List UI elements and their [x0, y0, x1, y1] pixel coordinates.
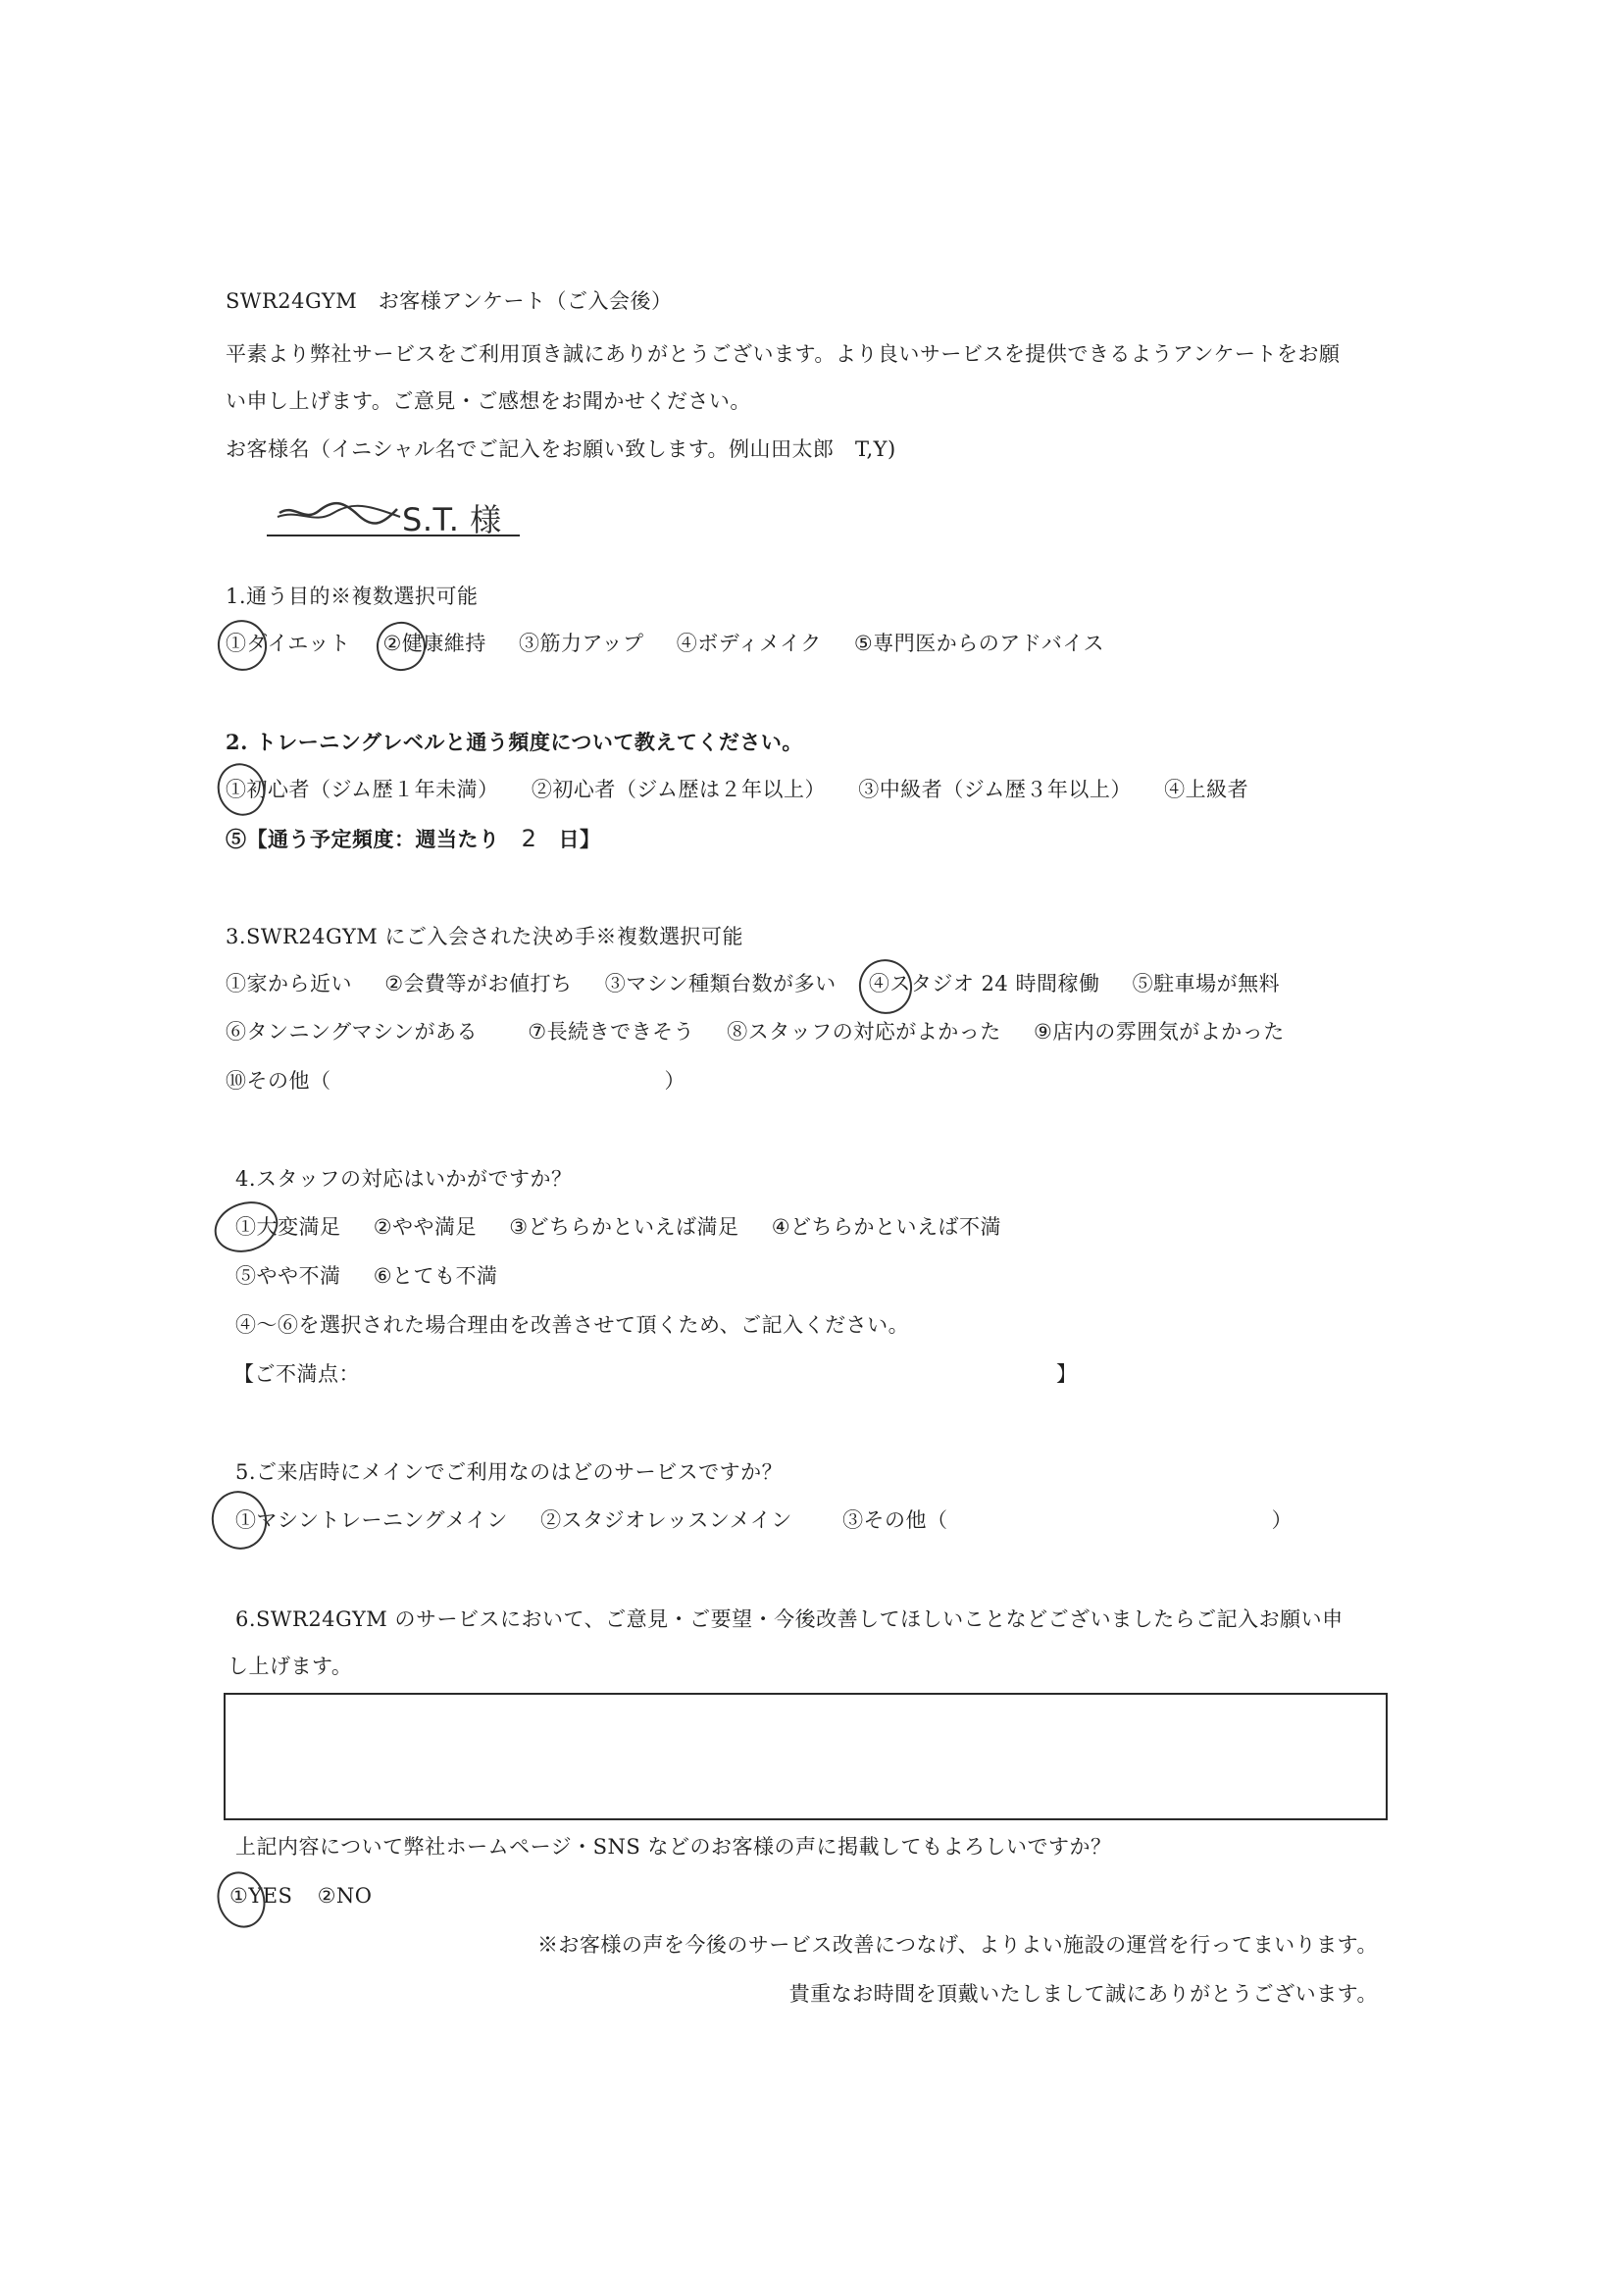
q6-title-line-1: 6.SWR24GYM のサービスにおいて、ご意見・ご要望・今後改善してほしいことなどございましたらご記入お願い申 — [235, 1607, 1344, 1631]
customer-initials: S.T. — [402, 501, 460, 538]
q4-option-5[interactable]: ⑤やや不満 — [235, 1264, 341, 1288]
q2-frequency-value[interactable]: 2 — [521, 825, 537, 852]
q2-option-2[interactable]: ②初心者（ジム歴は２年以上） — [531, 778, 827, 801]
q3-option-6[interactable]: ⑥タンニングマシンがある — [226, 1020, 479, 1044]
q4-option-1[interactable]: ①大変満足 — [235, 1215, 341, 1239]
q3-option-3[interactable]: ③マシン種類台数が多い — [604, 972, 837, 995]
q4-option-4[interactable]: ④どちらかといえば不満 — [771, 1215, 1002, 1239]
q4-options-row1 — [235, 1212, 1027, 1242]
q5-title: 5.ご来店時にメインでご利用なのはどのサービスですか？ — [235, 1460, 784, 1484]
name-prompt: お客様名（イニシャル名でご記入をお願い致します。例山田太郎 T,Y) — [226, 437, 896, 461]
q3-option-2[interactable]: ②会費等がお値打ち — [384, 972, 573, 995]
q1-option-4[interactable]: ④ボディメイク — [676, 632, 822, 655]
q3-other-open: ⑩その他（ — [226, 1069, 331, 1093]
q3-options-row2 — [226, 1017, 1310, 1046]
q5-options — [235, 1505, 1293, 1535]
hand-circle-q3-4 — [852, 952, 920, 1021]
q3-title: 3.SWR24GYM にご入会された決め手※複数選択可能 — [226, 925, 743, 948]
comment-textarea[interactable] — [224, 1693, 1388, 1820]
hand-circle-q4-1 — [208, 1194, 284, 1260]
q1-option-1[interactable]: ①ダイエット — [226, 632, 351, 655]
q3-option-7[interactable]: ⑦長続きできそう — [528, 1020, 695, 1044]
q2-option-4[interactable]: ④上級者 — [1164, 778, 1249, 801]
q4-option-6[interactable]: ⑥とても不満 — [373, 1264, 498, 1288]
q4-note: ④〜⑥を選択された場合理由を改善させて頂くため、ご記入ください。 — [235, 1313, 910, 1337]
form-title: SWR24GYM お客様アンケート（ご入会後） — [226, 289, 673, 313]
q4-complaint — [233, 1359, 1078, 1389]
q3-option-1[interactable]: ①家から近い — [226, 972, 352, 995]
q2-option-1[interactable]: ①初心者（ジム歴１年未満） — [226, 778, 499, 801]
q5-other-open: ③その他（ — [842, 1508, 948, 1532]
hand-circle-q1-1 — [211, 614, 274, 678]
customer-honorific: 様 — [470, 501, 502, 538]
q2-frequency-suffix: 日】 — [558, 827, 601, 851]
q1-options — [226, 629, 1130, 658]
q1-option-3[interactable]: ③筋力アップ — [519, 632, 644, 655]
q4-title: 4.スタッフの対応はいかがですか？ — [235, 1167, 573, 1191]
q5-other-close: ） — [1271, 1508, 1294, 1532]
q4-complaint-open: 【ご不満点： — [233, 1362, 360, 1386]
q5-option-1[interactable]: ①マシントレーニングメイン — [235, 1508, 508, 1532]
hand-circle-publish-yes — [210, 1865, 273, 1934]
q3-other-close: ） — [664, 1069, 685, 1093]
customer-name-value — [402, 500, 502, 539]
q3-options-row1 — [226, 969, 1305, 998]
intro-line-2: い申し上げます。ご意見・ご感想をお聞かせください。 — [226, 389, 751, 413]
hand-circle-q2-1 — [211, 757, 272, 822]
q2-frequency — [226, 824, 601, 854]
publish-option-yes[interactable]: ①YES — [229, 1884, 293, 1908]
publish-question: 上記内容について弊社ホームページ・SNS などのお客様の声に掲載してもよろしいですか？ — [235, 1835, 1112, 1859]
q4-complaint-close: 】 — [1056, 1362, 1078, 1386]
q2-option-3[interactable]: ③中級者（ジム歴３年以上） — [858, 778, 1132, 801]
q2-options — [226, 775, 1274, 804]
intro-line-1: 平素より弊社サービスをご利用頂き誠にありがとうございます。より良いサービスを提供できるようアンケートをお願 — [226, 342, 1341, 366]
q3-option-4[interactable]: ④スタジオ 24 時間稼働 — [868, 972, 1100, 995]
q6-title-line-2: し上げます。 — [228, 1655, 353, 1678]
footer-line-1: ※お客様の声を今後のサービス改善につなげ、よりよい施設の運営を行ってまいります。 — [536, 1933, 1378, 1957]
crossed-out-scribble — [275, 495, 402, 531]
q4-option-2[interactable]: ②やや満足 — [373, 1215, 478, 1239]
q1-option-2[interactable]: ②健康維持 — [382, 632, 486, 655]
q4-option-3[interactable]: ③どちらかといえば満足 — [509, 1215, 739, 1239]
q1-option-5[interactable]: ⑤専門医からのアドバイス — [853, 632, 1105, 655]
hand-circle-q5-1 — [204, 1484, 275, 1556]
q3-option-5[interactable]: ⑤駐車場が無料 — [1132, 972, 1281, 995]
hand-circle-q1-2 — [370, 615, 431, 677]
q3-other — [226, 1066, 685, 1096]
q1-title: 1.通う目的※複数選択可能 — [226, 585, 479, 608]
publish-option-no[interactable]: ②NO — [317, 1884, 373, 1908]
footer-line-2: 貴重なお時間を頂戴いたしまして誠にありがとうございます。 — [788, 1982, 1378, 2006]
q2-title: 2. トレーニングレベルと通う頻度について教えてください。 — [226, 730, 803, 754]
q4-options-row2 — [235, 1261, 524, 1291]
q2-frequency-prefix: ⑤【通う予定頻度：週当たり — [226, 827, 500, 851]
q5-option-2[interactable]: ②スタジオレッスンメイン — [540, 1508, 792, 1532]
q3-option-9[interactable]: ⑨店内の雰囲気がよかった — [1033, 1020, 1285, 1044]
name-underline — [267, 535, 520, 536]
q3-option-8[interactable]: ⑧スタッフの対応がよかった — [727, 1020, 1001, 1044]
